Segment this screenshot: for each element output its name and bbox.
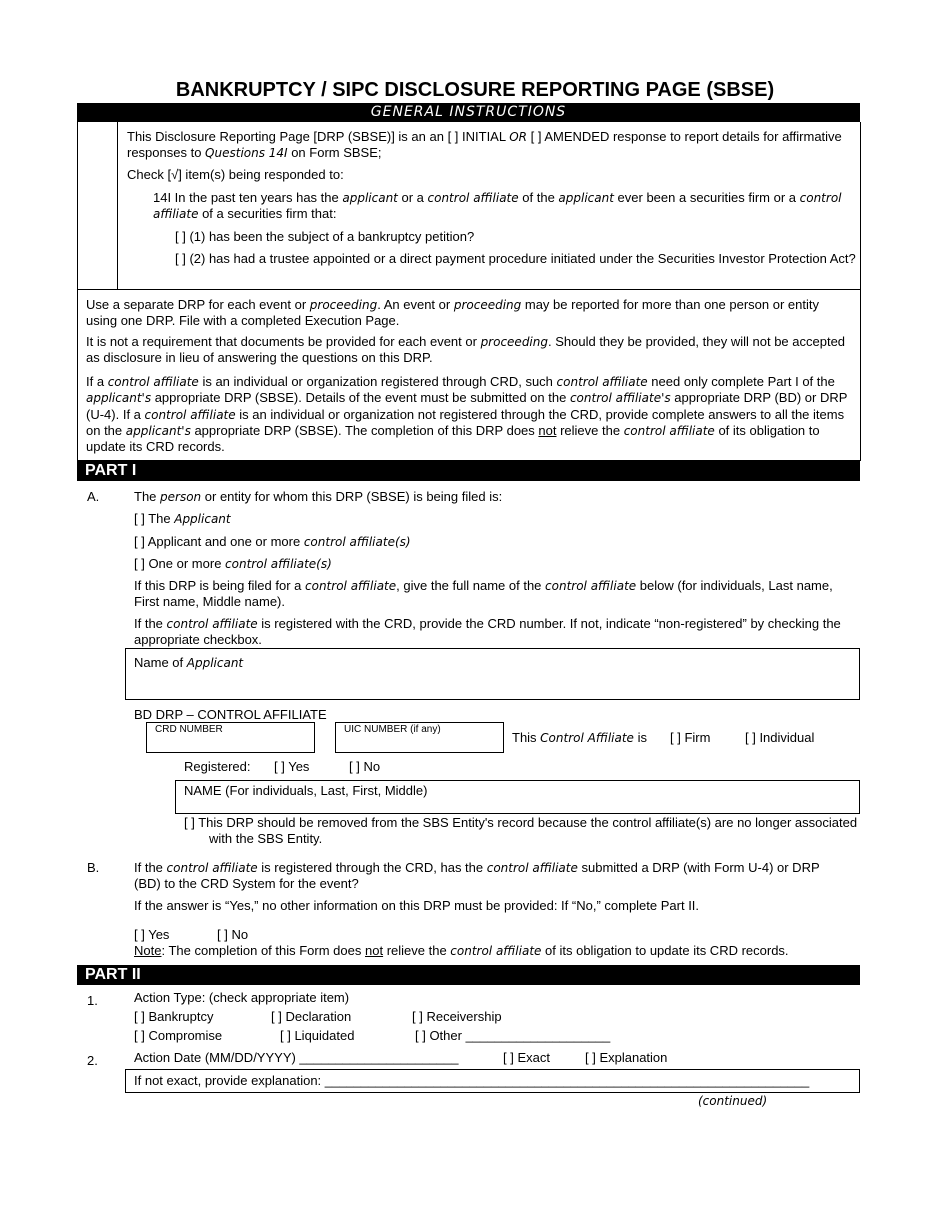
page-title: BANKRUPTCY / SIPC DISCLOSURE REPORTING PAGE (SBSE)	[175, 79, 775, 101]
checkbox-receivership[interactable]: [ ] Receivership	[412, 1009, 502, 1024]
gi-divider	[77, 289, 860, 290]
checkbox-compromise[interactable]: [ ] Compromise	[134, 1028, 223, 1043]
crd-number-field[interactable]	[146, 722, 315, 753]
part-2-header: PART II	[77, 965, 860, 985]
part-1-question-a: The person or entity for whom this DRP (SBSE) is being filed is:	[134, 489, 503, 504]
part-1-header: PART I	[77, 461, 860, 481]
part-1-label-b: B.	[87, 860, 100, 875]
explanation-field[interactable]	[125, 1069, 860, 1093]
uic-number-field[interactable]	[335, 722, 504, 753]
checkbox-applicant-and-affiliates[interactable]: [ ] Applicant and one or more control affiliate(s)	[134, 534, 411, 549]
action-type-label: Action Type: (check appropriate item)	[134, 990, 350, 1005]
applicant-name-label: Name of Applicant	[134, 655, 244, 670]
general-instructions-header: GENERAL INSTRUCTIONS	[77, 103, 860, 122]
gi-left-column	[117, 122, 118, 290]
crd-instruction: If the control affiliate is registered with the CRD, provide the CRD number. If not, indicate “non-registered” by checking the appropriate checkbox.	[134, 616, 841, 648]
checkbox-applicant[interactable]: [ ] The Applicant	[134, 511, 231, 526]
gi-paragraph-2: It is not a requirement that documents be provided for each event or proceeding. Should they be provided, they will not be accepted as disclosure in lieu of answering the questions on this DRP.	[86, 334, 846, 366]
checkbox-b-no[interactable]: [ ] No	[217, 927, 249, 942]
gi-paragraph-1: Use a separate DRP for each event or proceeding. An event or proceeding may be reported for more than one person or entity using one DRP. File with a completed Execution Page.	[86, 297, 819, 329]
part-1-label-a: A.	[87, 489, 100, 504]
checkbox-individual[interactable]: [ ] Individual	[745, 730, 815, 745]
full-name-instruction: If this DRP is being filed for a control affiliate, give the full name of the control affiliate below (for individuals, Last name, First name, Middle name).	[134, 578, 833, 610]
action-date-field[interactable]: Action Date (MM/DD/YYYY) ______________________	[134, 1050, 459, 1065]
checkbox-explanation[interactable]: [ ] Explanation	[585, 1050, 668, 1065]
checkbox-liquidated[interactable]: [ ] Liquidated	[280, 1028, 355, 1043]
affiliate-name-label: NAME (For individuals, Last, First, Middle)	[184, 783, 428, 798]
checkbox-registered-yes[interactable]: [ ] Yes	[274, 759, 310, 774]
registered-label: Registered:	[184, 759, 251, 774]
part-1-note: Note: The completion of this Form does not relieve the control affiliate of its obligation to update its CRD records.	[134, 943, 789, 958]
gi-intro: This Disclosure Reporting Page [DRP (SBSE)] is an an [ ] INITIAL OR [ ] AMENDED response to report details for affirmative responses to Questions 14I on Form SBSE;	[127, 129, 842, 161]
checkbox-bankruptcy[interactable]: [ ] Bankruptcy	[134, 1009, 214, 1024]
checkbox-registered-no[interactable]: [ ] No	[349, 759, 381, 774]
affiliate-name-field[interactable]	[175, 780, 860, 814]
continued-label: (continued)	[698, 1094, 768, 1108]
gi-check-line: Check [√] item(s) being responded to:	[127, 167, 344, 182]
part-1-answer-instruction: If the answer is “Yes,” no other information on this DRP must be provided: If “No,” complete Part II.	[134, 898, 700, 913]
bd-drp-label: BD DRP – CONTROL AFFILIATE	[134, 707, 327, 722]
crd-number-label: CRD NUMBER	[155, 724, 223, 735]
checkbox-firm[interactable]: [ ] Firm	[670, 730, 711, 745]
applicant-name-field[interactable]	[125, 648, 860, 700]
part-1-question-b: If the control affiliate is registered through the CRD, has the control affiliate submitted a DRP (with Form U-4) or DRP (BD) to the CRD System for the event?	[134, 860, 820, 892]
this-control-affiliate-is: This Control Affiliate is	[512, 730, 647, 745]
part-2-item-1-number: 1.	[87, 993, 98, 1008]
question-14i: 14I In the past ten years has the applicant or a control affiliate of the applicant ever been a securities firm or a control affiliate of a securities firm that:	[153, 190, 842, 222]
uic-number-label: UIC NUMBER (if any)	[344, 724, 441, 735]
checkbox-exact[interactable]: [ ] Exact	[503, 1050, 550, 1065]
gi-paragraph-3: If a control affiliate is an individual or organization registered through CRD, such control affiliate need only complete Part I of the applicant's appropriate DRP (SBSE). Details of the event must be submitted on the control affiliate's appropriate DRP (BD) or DRP (U-4). If a control affiliate is an individual or organization not registered through the CRD, provide complete answers to all the items on the applicant's appropriate DRP (SBSE). The completion of this DRP does not relieve the control affiliate of its obligation to update its CRD records.	[86, 374, 848, 454]
checkbox-b-yes[interactable]: [ ] Yes	[134, 927, 170, 942]
checkbox-14i-1[interactable]: [ ] (1) has been the subject of a bankruptcy petition?	[175, 229, 475, 244]
checkbox-declaration[interactable]: [ ] Declaration	[271, 1009, 352, 1024]
checkbox-affiliates-only[interactable]: [ ] One or more control affiliate(s)	[134, 556, 332, 571]
explanation-label: If not exact, provide explanation: ___________________________________________________________________	[134, 1073, 810, 1088]
checkbox-other[interactable]: [ ] Other ____________________	[415, 1028, 611, 1043]
checkbox-remove-drp[interactable]: [ ] This DRP should be removed from the SBS Entity's record because the control affiliate(s) are no longer associated with the SBS Entity.	[184, 815, 858, 847]
checkbox-14i-2[interactable]: [ ] (2) has had a trustee appointed or a direct payment procedure initiated under the Securities Investor Protection Act?	[175, 251, 856, 266]
part-2-item-2-number: 2.	[87, 1053, 98, 1068]
